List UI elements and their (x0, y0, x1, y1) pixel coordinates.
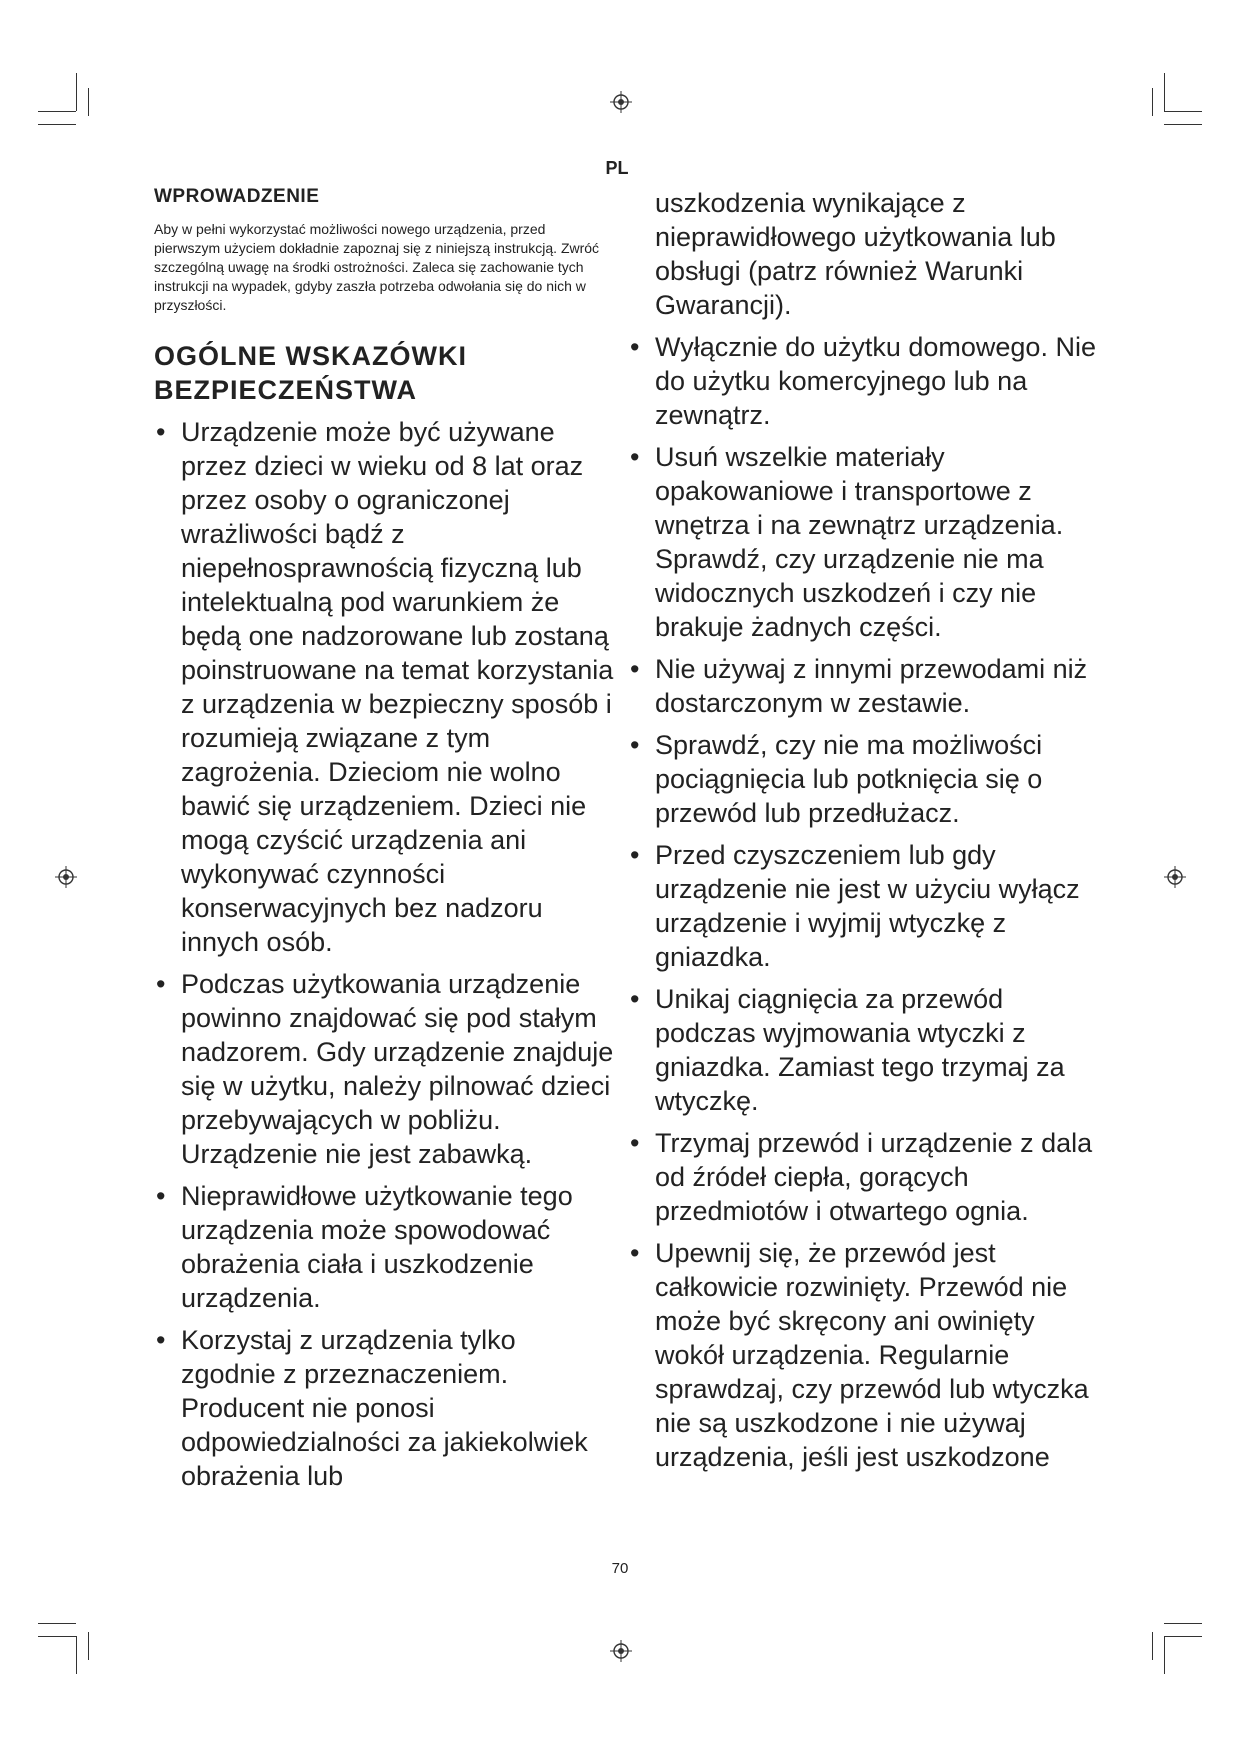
crop-mark-icon (1164, 111, 1202, 112)
safety-list-left (154, 415, 614, 1493)
crop-mark-icon (38, 1623, 76, 1624)
crop-mark-icon (1164, 124, 1202, 125)
list-item: • Unikaj ciągnięcia za przewód podczas wyjmowania wtyczki z gniazdka. Zamiast tego trzymaj za wtyczkę. (628, 982, 1108, 1118)
left-column (154, 186, 614, 1501)
intro-title: WPROWADZENIE (154, 186, 320, 207)
crop-mark-icon (1164, 1636, 1165, 1674)
page-number: 70 (611, 1560, 629, 1577)
list-item: • Korzystaj z urządzenia tylko zgodnie z przeznaczeniem. Producent nie ponosi odpowiedzialności za jakiekolwiek obrażenia lub (154, 1323, 614, 1493)
crop-mark-icon (38, 1636, 76, 1637)
list-item: • Podczas użytkowania urządzenie powinno znajdować się pod stałym nadzorem. Gdy urządzenie znajduje się w użytku, należy pilnować dzieci przebywających w pobliżu. Urządzenie nie jest zabawką. (154, 967, 614, 1171)
crop-mark-icon (76, 73, 77, 111)
list-item-continuation: uszkodzenia wynikające z nieprawidłowego użytkowania lub obsługi (patrz również Warunki Gwarancji). (655, 188, 1056, 320)
crop-mark-icon (38, 124, 76, 125)
list-item: • Trzymaj przewód i urządzenie z dala od źródeł ciepła, gorących przedmiotów i otwartego ognia. (628, 1126, 1108, 1228)
list-item: • Urządzenie może być używane przez dzieci w wieku od 8 lat oraz przez osoby o ograniczonej wrażliwości bądź z niepełnosprawnością fizyczną lub intelektualną pod warunkiem że będą one nadzorowane lub zostaną poinstruowane na temat korzystania z urządzenia w bezpieczny sposób i rozumieją związane z tym zagrożenia. Dzieciom nie wolno bawić się urządzeniem. Dzieci nie mogą czyścić urządzenia ani wykonywać czynności konserwacyjnych bez nadzoru innych osób. (154, 415, 614, 959)
crop-mark-icon (1164, 73, 1165, 111)
crop-mark-icon (88, 1632, 89, 1660)
crop-mark-icon (76, 1636, 77, 1674)
intro-text: Aby w pełni wykorzystać możliwości nowego urządzenia, przed pierwszym użyciem dokładnie zapoznaj się z niniejszą instrukcją. Zwróć szczególną uwagę na środki ostrożności. Zaleca się zachowanie tych instrukcji na wypadek, gdyby zaszła potrzeba odwołania się do nich w przyszłości. (154, 221, 600, 313)
crop-mark-icon (1152, 88, 1153, 116)
crop-mark-icon (1152, 1632, 1153, 1660)
crop-mark-icon (1164, 1636, 1202, 1637)
crop-mark-icon (1164, 1623, 1202, 1624)
list-item: • Upewnij się, że przewód jest całkowicie rozwinięty. Przewód nie może być skręcony ani owinięty wokół urządzenia. Regularnie sprawdzaj, czy przewód lub wtyczka nie są uszkodzone i nie używaj urządzenia, jeśli jest uszkodzone (628, 1236, 1108, 1474)
right-column (628, 186, 1108, 1482)
list-item: • Przed czyszczeniem lub gdy urządzenie nie jest w użyciu wyłącz urządzenie i wyjmij wtyczkę z gniazdka. (628, 838, 1108, 974)
safety-title: OGÓLNE WSKAZÓWKI BEZPIECZEŃSTWA (154, 341, 467, 405)
list-item: • Nie używaj z innymi przewodami niż dostarczonym w zestawie. (628, 652, 1108, 720)
safety-list-right (628, 330, 1108, 1474)
crop-mark-icon (38, 111, 76, 112)
list-item: • Nieprawidłowe użytkowanie tego urządzenia może spowodować obrażenia ciała i uszkodzenie urządzenia. (154, 1179, 614, 1315)
registration-mark-icon (610, 1640, 632, 1662)
crop-mark-icon (88, 88, 89, 116)
list-item: • Sprawdź, czy nie ma możliwości pociągnięcia lub potknięcia się o przewód lub przedłużacz. (628, 728, 1108, 830)
list-item: • Usuń wszelkie materiały opakowaniowe i transportowe z wnętrza i na zewnątrz urządzenia. Sprawdź, czy urządzenie nie ma widocznych uszkodzeń i czy nie brakuje żadnych części. (628, 440, 1108, 644)
language-code: PL (605, 158, 629, 178)
registration-mark-icon (1164, 866, 1186, 888)
registration-mark-icon (610, 91, 632, 113)
list-item: • Wyłącznie do użytku domowego. Nie do użytku komercyjnego lub na zewnątrz. (628, 330, 1108, 432)
registration-mark-icon (55, 866, 77, 888)
